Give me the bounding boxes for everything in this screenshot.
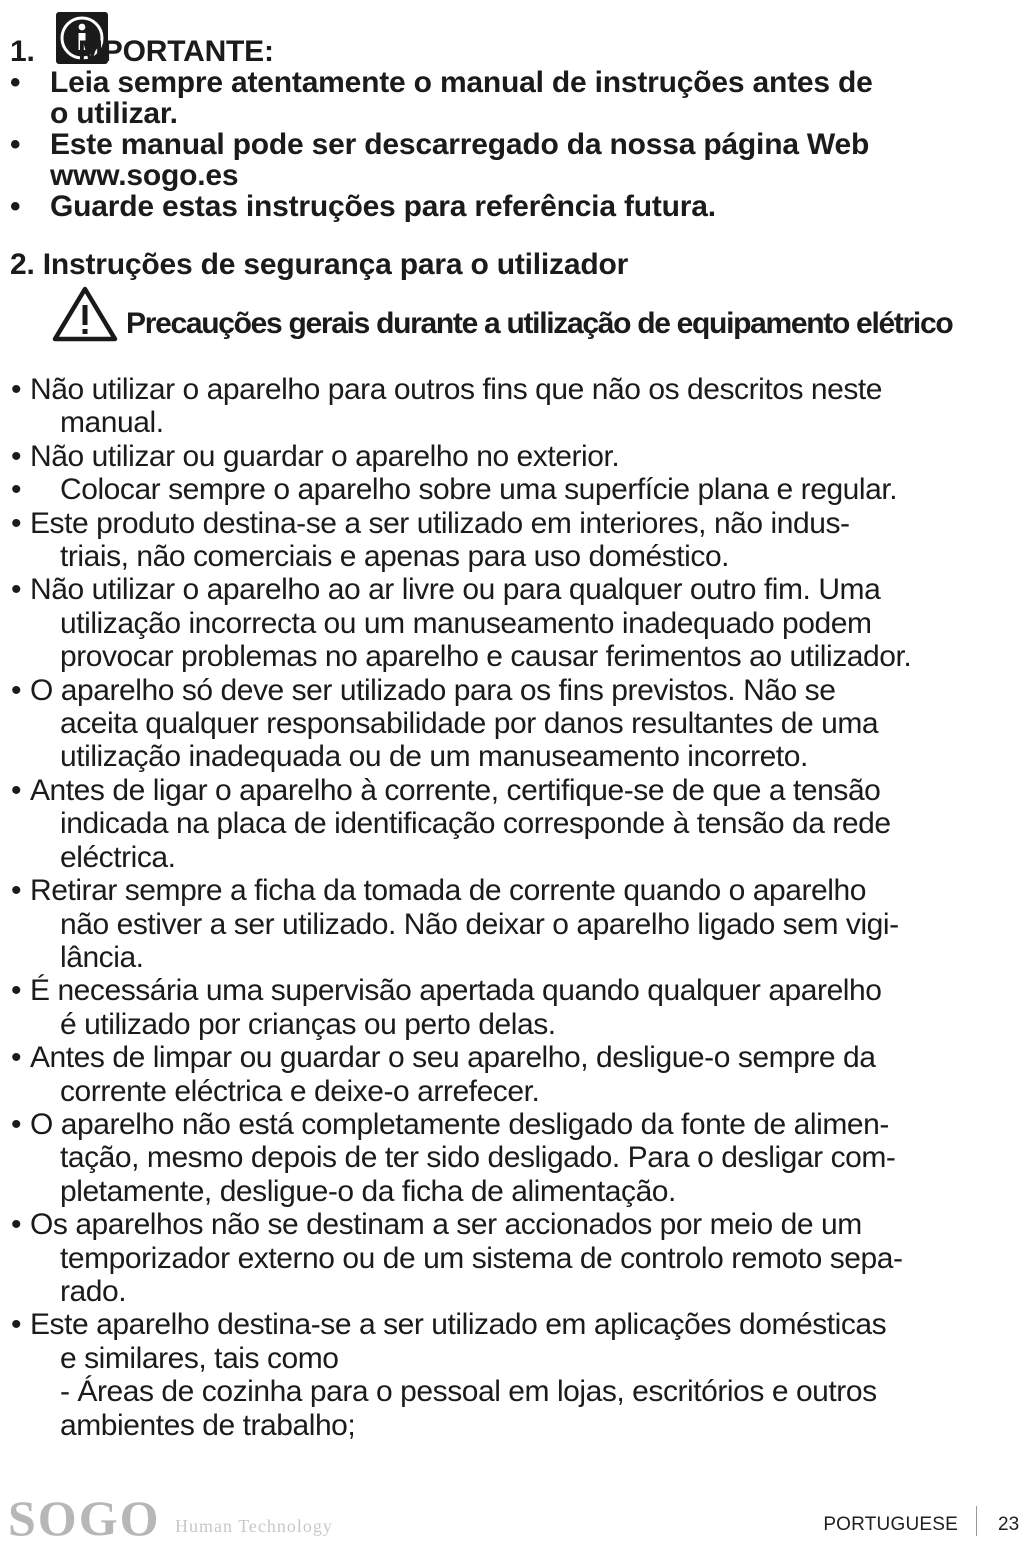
page-footer — [0, 1490, 1026, 1547]
safety-rule — [10, 440, 1015, 473]
safety-rule — [10, 473, 1015, 506]
safety-rule — [10, 874, 1015, 974]
safety-rule-line: • Colocar sempre o aparelho sobre uma superfície plana e regular. — [60, 473, 898, 507]
safety-rule-line: • Antes de ligar o aparelho à corrente, certifique-se de que a tensão — [30, 773, 881, 807]
safety-rule-line: e similares, tais como — [60, 1341, 339, 1375]
safety-rule-line: rado. — [60, 1274, 127, 1308]
safety-rule — [10, 674, 1015, 774]
brand-tagline: Human Technology — [175, 1516, 333, 1536]
important-item — [10, 67, 1010, 129]
page-number: 23 — [998, 1514, 1020, 1535]
safety-rule-line: temporizador externo ou de um sistema de controlo remoto sepa- — [60, 1241, 903, 1275]
safety-rule-line: manual. — [60, 406, 164, 440]
safety-rule — [10, 573, 1015, 673]
safety-rule-line: ambientes de trabalho; — [60, 1408, 356, 1442]
section-number: 1. — [10, 35, 35, 68]
safety-rule-line: • Não utilizar o aparelho para outros fins que não os descritos neste — [30, 373, 883, 406]
safety-rule — [10, 1041, 1015, 1108]
footer-divider — [976, 1506, 977, 1536]
safety-rule — [10, 373, 1015, 440]
safety-rule-line: • O aparelho só deve ser utilizado para os fins previstos. Não se — [30, 673, 836, 707]
safety-rule — [10, 774, 1015, 874]
safety-rule — [10, 1208, 1015, 1308]
safety-rule — [10, 507, 1015, 574]
safety-rule-line: utilização incorrecta ou um manuseamento inadequado podem — [60, 606, 872, 640]
safety-rule-line: indicada na placa de identificação corresponde à tensão da rede — [60, 807, 891, 841]
important-section — [10, 36, 1010, 222]
safety-rule-line: pletamente, desligue-o da ficha de alimentação. — [60, 1174, 676, 1208]
safety-rule-line: - Áreas de cozinha para o pessoal em lojas, escritórios e outros — [60, 1375, 877, 1409]
important-item-link[interactable]: www.sogo.es — [50, 159, 239, 192]
safety-rule-line: • Não utilizar o aparelho ao ar livre ou para qualquer outro fim. Uma — [30, 573, 881, 607]
important-heading — [10, 36, 1010, 67]
safety-rule-line: tação, mesmo depois de ter sido desligado. Para o desligar com- — [60, 1141, 896, 1175]
safety-rule-line: eléctrica. — [60, 840, 176, 874]
safety-rule-line: corrente eléctrica e deixe-o arrefecer. — [60, 1074, 540, 1108]
safety-rule-line: • Não utilizar ou guardar o aparelho no exterior. — [30, 439, 620, 473]
safety-rule-line: não estiver a ser utilizado. Não deixar o aparelho ligado sem vigi- — [60, 907, 899, 941]
safety-rule-line: • Este aparelho destina-se a ser utilizado em aplicações domésticas — [30, 1308, 887, 1342]
safety-rule-line: é utilizado por crianças ou perto delas. — [60, 1007, 556, 1041]
safety-rule-line: utilização inadequada ou de um manuseamento incorreto. — [60, 740, 808, 774]
safety-rule-line: provocar problemas no aparelho e causar ferimentos ao utilizador. — [60, 640, 912, 674]
safety-rule-line: triais, não comerciais e apenas para uso doméstico. — [60, 540, 730, 574]
safety-rule-line: lância. — [60, 940, 144, 974]
important-item-line: Guarde estas instruções para referência futura. — [50, 190, 716, 223]
important-item — [10, 129, 1010, 191]
warning-row — [52, 285, 1012, 345]
important-item — [10, 191, 1010, 222]
safety-rule — [10, 1308, 1015, 1442]
important-item-line: o utilizar. — [50, 97, 178, 130]
safety-rule-line: • Retirar sempre a ficha da tomada de corrente quando o aparelho — [30, 874, 866, 908]
important-item-line: Este manual pode ser descarregado da nossa página Web — [50, 128, 870, 161]
safety-rules-list — [10, 373, 1015, 1442]
safety-rule-line: • Os aparelhos não se destinam a ser accionados por meio de um — [30, 1208, 862, 1242]
important-heading-text: MPORTANTE: — [78, 35, 274, 68]
warning-title: Precauções gerais durante a utilização de equipamento elétrico — [126, 307, 953, 340]
safety-rule — [10, 974, 1015, 1041]
safety-rule-line: • É necessária uma supervisão apertada quando qualquer aparelho — [30, 974, 882, 1008]
important-item-line: Leia sempre atentamente o manual de instruções antes de — [50, 66, 873, 99]
language-label: PORTUGUESE — [823, 1514, 958, 1535]
safety-rule-line: • Antes de limpar ou guardar o seu aparelho, desligue-o sempre da — [30, 1041, 876, 1075]
safety-section — [10, 248, 1010, 340]
safety-rule-line: • O aparelho não está completamente desligado da fonte de alimen- — [30, 1107, 889, 1141]
safety-rule-line: • Este produto destina-se a ser utilizado em interiores, não indus- — [30, 506, 850, 540]
warning-triangle-icon — [52, 285, 118, 343]
brand-logo: SOGO — [8, 1490, 161, 1546]
safety-rule — [10, 1108, 1015, 1208]
safety-heading: 2. Instruções de segurança para o utilizador — [10, 248, 629, 281]
safety-rule-line: aceita qualquer responsabilidade por danos resultantes de uma — [60, 707, 879, 741]
